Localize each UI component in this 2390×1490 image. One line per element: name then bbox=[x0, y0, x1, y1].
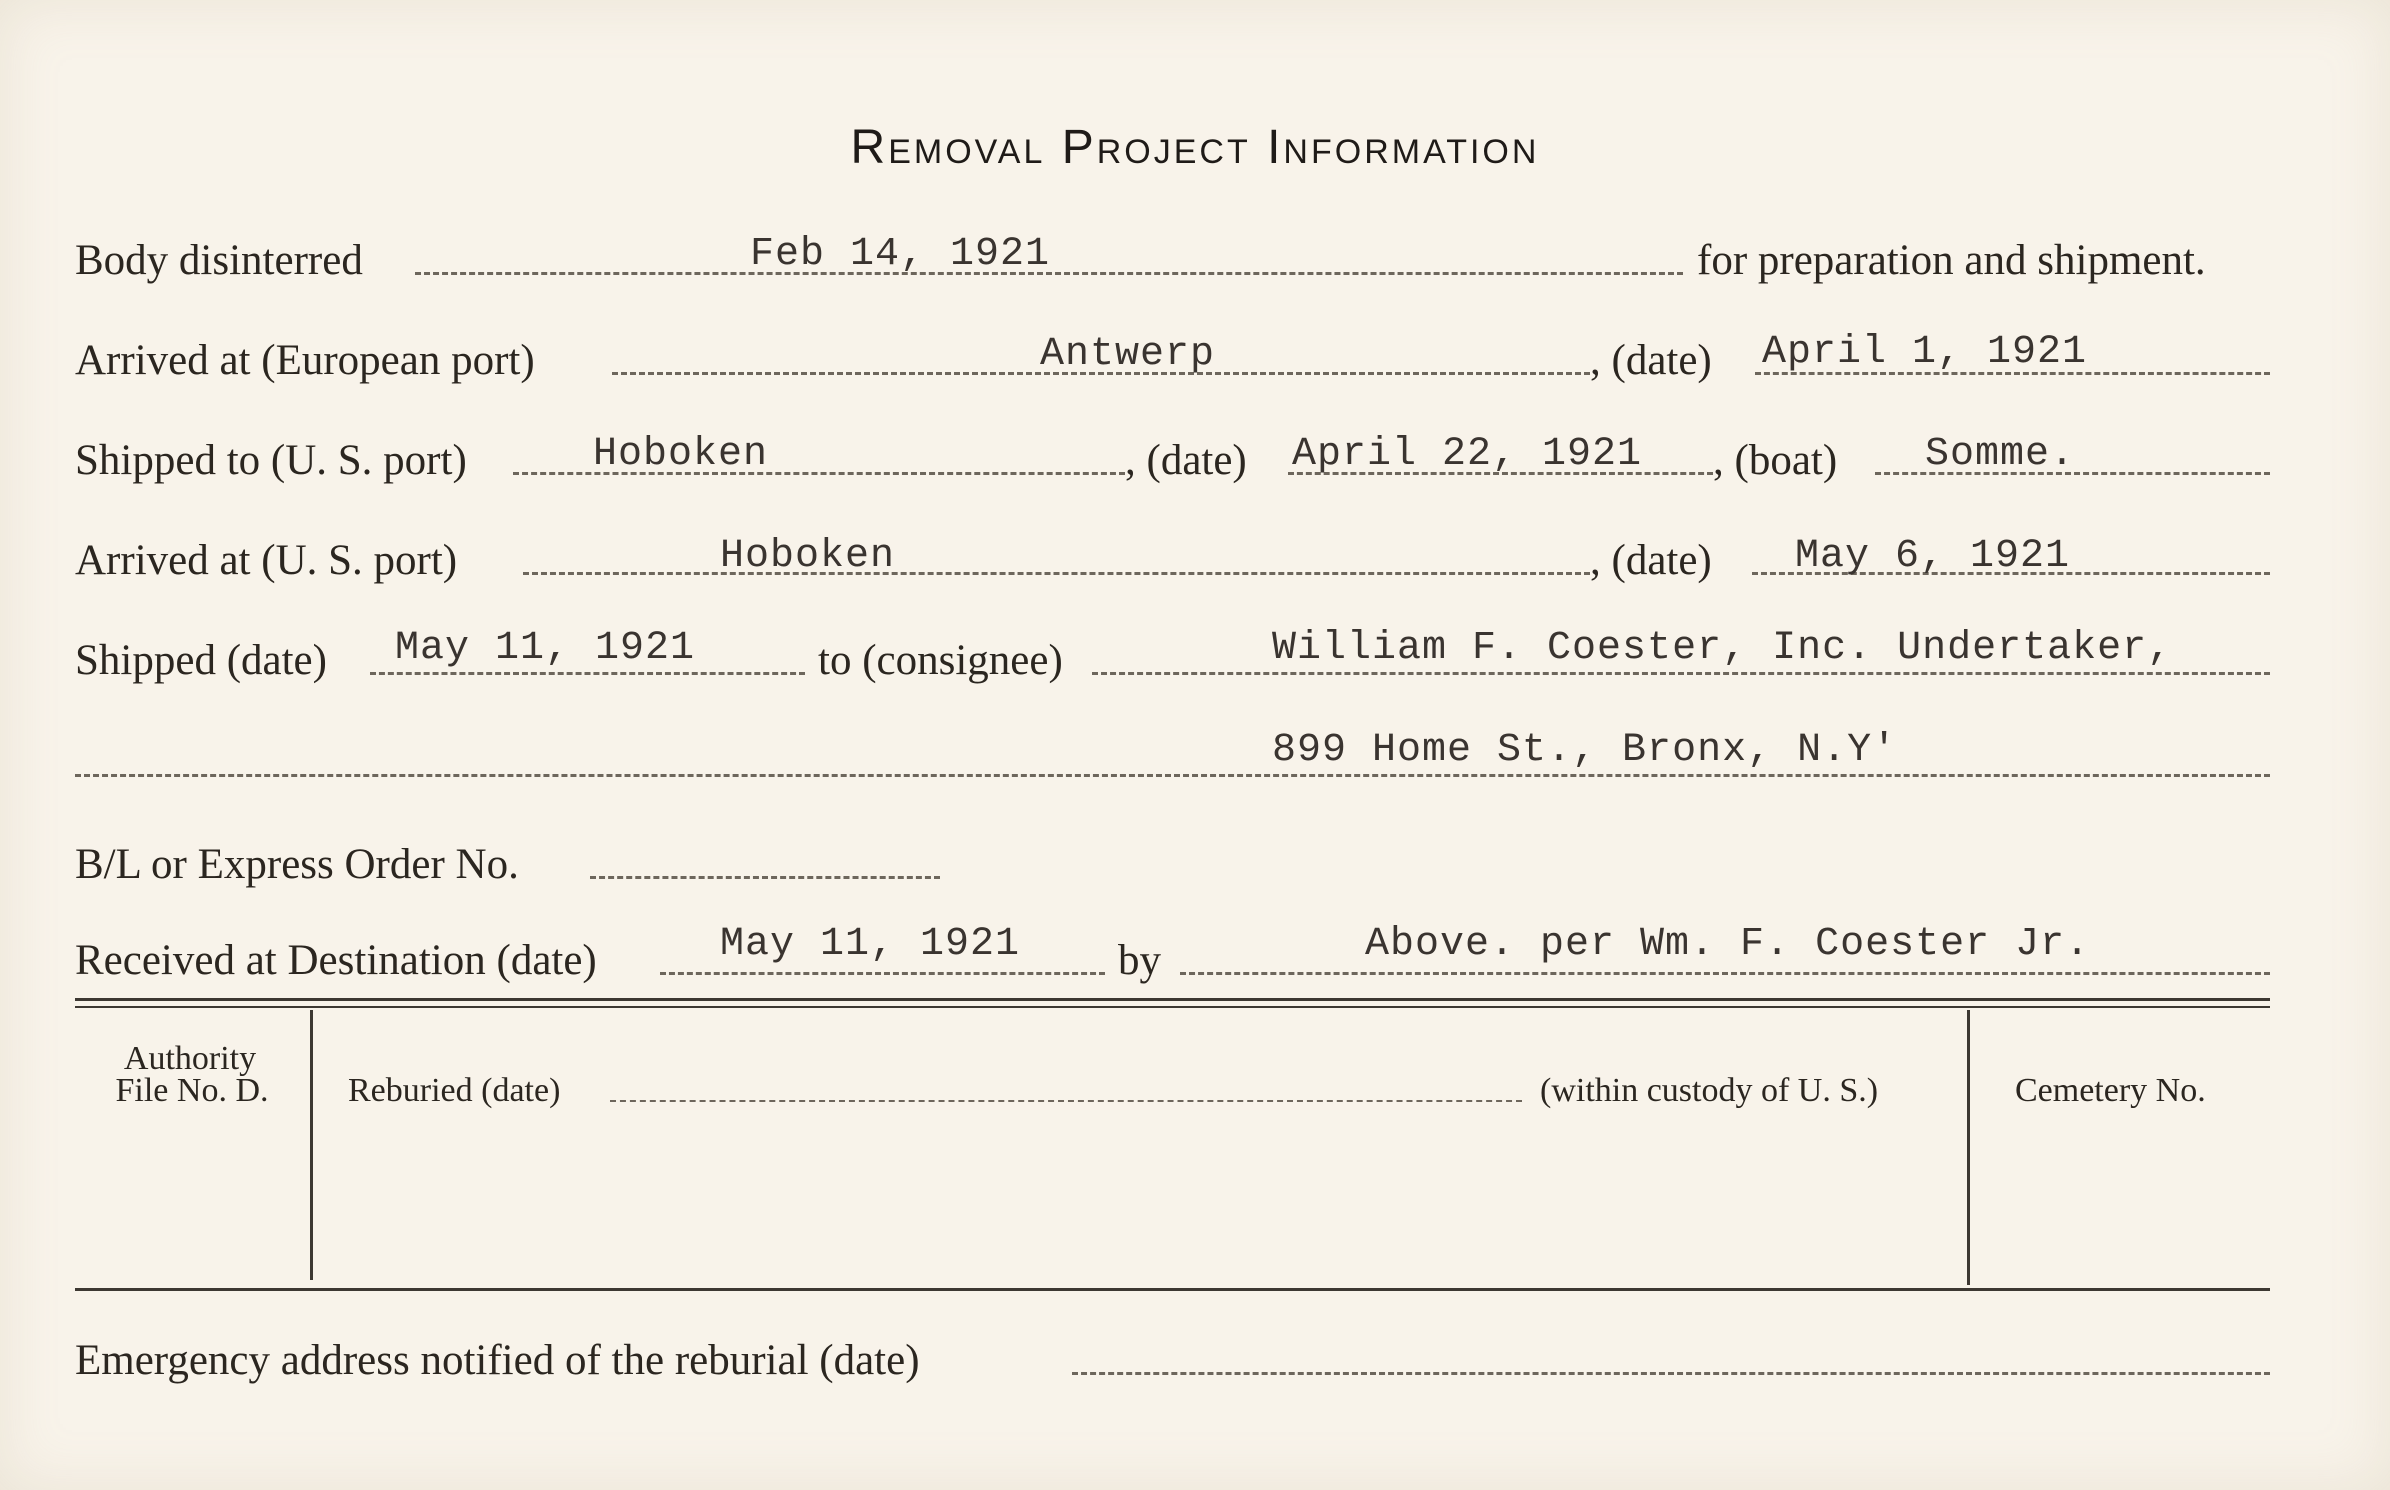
received-by-line bbox=[1180, 972, 2270, 975]
bl-express-order-line bbox=[590, 876, 940, 879]
us-port-shipped-value: Hoboken bbox=[593, 432, 769, 477]
table-divider-left bbox=[310, 1010, 313, 1280]
consignee-address-value: 899 Home St., Bronx, N.Y' bbox=[1272, 728, 1898, 773]
body-disinterred-label: Body disinterred bbox=[75, 237, 363, 284]
consignee-line bbox=[1092, 672, 2270, 675]
authority-label: Authority bbox=[123, 1040, 257, 1077]
boat-value: Somme. bbox=[1925, 432, 2076, 477]
table-divider-right bbox=[1967, 1010, 1970, 1285]
file-no-label: File No. D. bbox=[115, 1072, 269, 1109]
shipped-date-line bbox=[370, 672, 805, 675]
received-destination-value: May 11, 1921 bbox=[720, 922, 1021, 967]
us-port-arrived-date-label: , (date) bbox=[1590, 537, 1712, 584]
us-port-arrived-value: Hoboken bbox=[720, 534, 896, 579]
european-port-date-value: April 1, 1921 bbox=[1762, 330, 2088, 375]
reburied-date-label: Reburied (date) bbox=[348, 1072, 561, 1109]
received-by-value: Above. per Wm. F. Coester Jr. bbox=[1365, 922, 2091, 967]
european-port-label: Arrived at (European port) bbox=[75, 337, 535, 384]
european-port-value: Antwerp bbox=[1040, 332, 1216, 377]
table-bottom-rule bbox=[75, 1288, 2270, 1291]
consignee-value: William F. Coester, Inc. Undertaker, bbox=[1272, 626, 2173, 671]
received-destination-label: Received at Destination (date) bbox=[75, 937, 597, 984]
cemetery-no-label: Cemetery No. bbox=[2015, 1072, 2206, 1109]
shipped-date-value: May 11, 1921 bbox=[395, 626, 696, 671]
table-top-rule-2 bbox=[75, 1006, 2270, 1008]
us-port-arrived-date-value: May 6, 1921 bbox=[1795, 534, 2071, 579]
table-top-rule-1 bbox=[75, 998, 2270, 1001]
received-destination-line bbox=[660, 972, 1105, 975]
shipped-date-label: Shipped (date) bbox=[75, 637, 327, 684]
emergency-address-line bbox=[1072, 1372, 2270, 1375]
preparation-shipment-label: for preparation and shipment. bbox=[1697, 237, 2206, 284]
emergency-address-label: Emergency address notified of the reburial (date) bbox=[75, 1337, 920, 1384]
european-port-date-label: , (date) bbox=[1590, 337, 1712, 384]
card-title: Removal Project Information bbox=[850, 121, 1540, 174]
us-port-shipped-date-value: April 22, 1921 bbox=[1292, 432, 1643, 477]
address-line bbox=[75, 774, 2270, 777]
reburied-date-line bbox=[610, 1100, 1522, 1102]
us-port-shipped-label: Shipped to (U. S. port) bbox=[75, 437, 467, 484]
custody-label: (within custody of U. S.) bbox=[1540, 1072, 1879, 1109]
received-by-label: by bbox=[1118, 937, 1161, 984]
us-port-shipped-date-label: , (date) bbox=[1125, 437, 1247, 484]
us-port-arrived-line bbox=[523, 572, 1590, 575]
bl-express-order-label: B/L or Express Order No. bbox=[75, 841, 519, 888]
us-port-arrived-label: Arrived at (U. S. port) bbox=[75, 537, 458, 584]
body-disinterred-value: Feb 14, 1921 bbox=[750, 232, 1051, 277]
boat-label: , (boat) bbox=[1713, 437, 1838, 484]
consignee-label: to (consignee) bbox=[818, 637, 1063, 684]
